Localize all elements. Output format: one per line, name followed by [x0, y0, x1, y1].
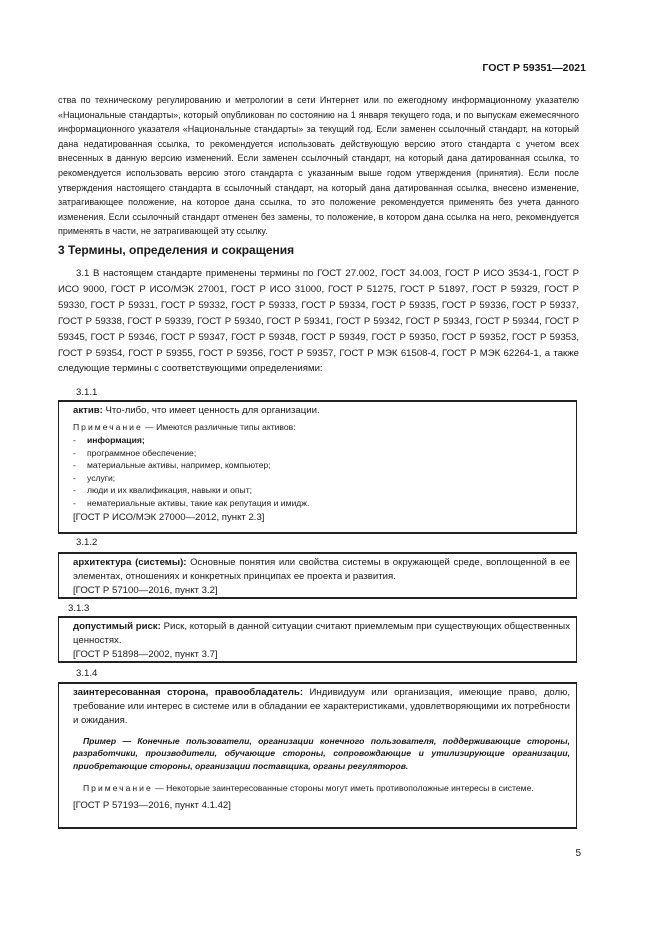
- list-item: - люди и их квалификация, навыки и опыт;: [73, 484, 570, 497]
- term-def: Что-либо, что имеет ценность для организации.: [102, 405, 320, 416]
- term-source: [ГОСТ Р ИСО/МЭК 27000—2012, пункт 2.3]: [73, 512, 265, 524]
- list-item: - нематериальные активы, такие как репутация и имидж.: [73, 497, 570, 510]
- term-number-3-1-4: 3.1.4: [76, 668, 98, 679]
- term-def: Индивидуум или организация, имеющие право, долю, требование или интерес в системе или в обладании ее характеристиками, удовлетворяющими их потребности и ожидания.: [73, 687, 571, 727]
- note: [73, 421, 570, 434]
- note-text: — Имеются различные типы активов:: [142, 422, 296, 433]
- term-source: [ГОСТ Р 51898—2002, пункт 3.7]: [73, 649, 218, 661]
- example: Пример — Конечные пользователи, организации конечного пользователя, поддерживающие стороны, разработчики, производители, обучающие стороны, сопровождающие и утилизирующие организации, приобретающие стороны, организации поставщика, органы регуляторов.: [73, 735, 570, 771]
- note-text: — Некоторые заинтересованные стороны могут иметь противоположные интересы в системе.: [152, 783, 534, 794]
- note: [73, 782, 570, 795]
- section-heading: 3 Термины, определения и сокращения: [58, 243, 295, 257]
- page-number: 5: [575, 848, 581, 859]
- term-definition: [73, 620, 570, 648]
- term-box-3-1-2: [58, 552, 577, 599]
- term-definition: [73, 404, 570, 418]
- asset-list: [73, 434, 570, 510]
- term-def: Риск, который в данной ситуации считают приемлемым при существующих общественных ценностях.: [73, 621, 571, 647]
- term-definition: [73, 686, 570, 729]
- list-item: - информация;: [73, 434, 570, 447]
- list-item: - материальные активы, например, компьютер;: [73, 459, 570, 472]
- term-number-3-1-1: 3.1.1: [76, 387, 98, 398]
- term-title: заинтересованная сторона, правообладатель:: [73, 687, 304, 698]
- list-item: - услуги;: [73, 472, 570, 485]
- term-box-3-1-1: [58, 400, 577, 534]
- term-definition: [73, 556, 570, 584]
- term-number-3-1-3: 3.1.3: [68, 603, 90, 614]
- term-title: архитектура (системы):: [73, 557, 187, 568]
- term-box-3-1-4: [58, 682, 577, 829]
- term-title: актив:: [73, 405, 103, 416]
- list-item: - программное обеспечение;: [73, 447, 570, 460]
- note-label: Примечание: [73, 422, 143, 433]
- clause-3-1: 3.1 В настоящем стандарте применены термины по ГОСТ 27.002, ГОСТ 34.003, ГОСТ Р ИСО 3534-1, ГОСТ Р ИСО 9000, ГОСТ Р ИСО/МЭК 27001, ГОСТ Р ИСО 31000, ГОСТ Р 51275, ГОСТ Р 51897, ГОСТ Р 59329, ГОСТ Р 59330, ГОСТ Р 59331, ГОСТ Р 59332, ГОСТ Р 59333, ГОСТ Р 59334, ГОСТ Р 59335, ГОСТ Р 59336, ГОСТ Р 59337, ГОСТ Р 59338, ГОСТ Р 59339, ГОСТ Р 59340, ГОСТ Р 59341, ГОСТ Р 59342, ГОСТ Р 59343, ГОСТ Р 59344, ГОСТ Р 59345, ГОСТ Р 59346, ГОСТ Р 59347, ГОСТ Р 59348, ГОСТ Р 59349, ГОСТ Р 59350, ГОСТ Р 59352, ГОСТ Р 59353, ГОСТ Р 59354, ГОСТ Р 59355, ГОСТ Р 59356, ГОСТ Р 59357, ГОСТ Р МЭК 61508-4, ГОСТ Р МЭК 62264-1, а также следующие термины с соответствующими определениями:: [58, 268, 579, 375]
- term-def: Основные понятия или свойства системы в окружающей среде, воплощенной в ее элементах, отношениях и конкретных принципах ее проекта и развития.: [73, 557, 570, 583]
- term-source: [ГОСТ Р 57193—2016, пункт 4.1.42]: [73, 800, 231, 812]
- note-label: Примечание: [83, 783, 153, 794]
- term-title: допустимый риск:: [73, 621, 161, 632]
- document-number: ГОСТ Р 59351—2021: [482, 62, 586, 74]
- term-box-3-1-3: [58, 616, 577, 663]
- intro-paragraph: ства по техническому регулированию и метрологии в сети Интернет или по ежегодному информационному указателю «Национальные стандарты», который опубликован по состоянию на 1 января текущего года, и по выпускам ежемесячного информационного указателя «Национальные стандарты» за текущий год. Если заменен ссылочный стандарт, на который дана недатированная ссылка, то рекомендуется использовать действующую версию этого стандарта с учетом всех внесенных в данную версию изменений. Если заменен ссылочный стандарт, на который дана датированная ссылка, то рекомендуется использовать версию этого стандарта с указанным выше годом утверждения (принятия). Если после утверждения настоящего стандарта в ссылочный стандарт, на который дана датированная ссылка, внесено изменение, затрагивающее положение, на которое дана ссылка, то это положение рекомендуется применять без учета данного изменения. Если ссылочный стандарт отменен без замены, то положение, в котором дана ссылка на него, рекомендуется применять в части, не затрагивающей эту ссылку.: [58, 95, 579, 237]
- term-source: [ГОСТ Р 57100—2016, пункт 3.2]: [73, 585, 218, 597]
- term-number-3-1-2: 3.1.2: [76, 537, 98, 548]
